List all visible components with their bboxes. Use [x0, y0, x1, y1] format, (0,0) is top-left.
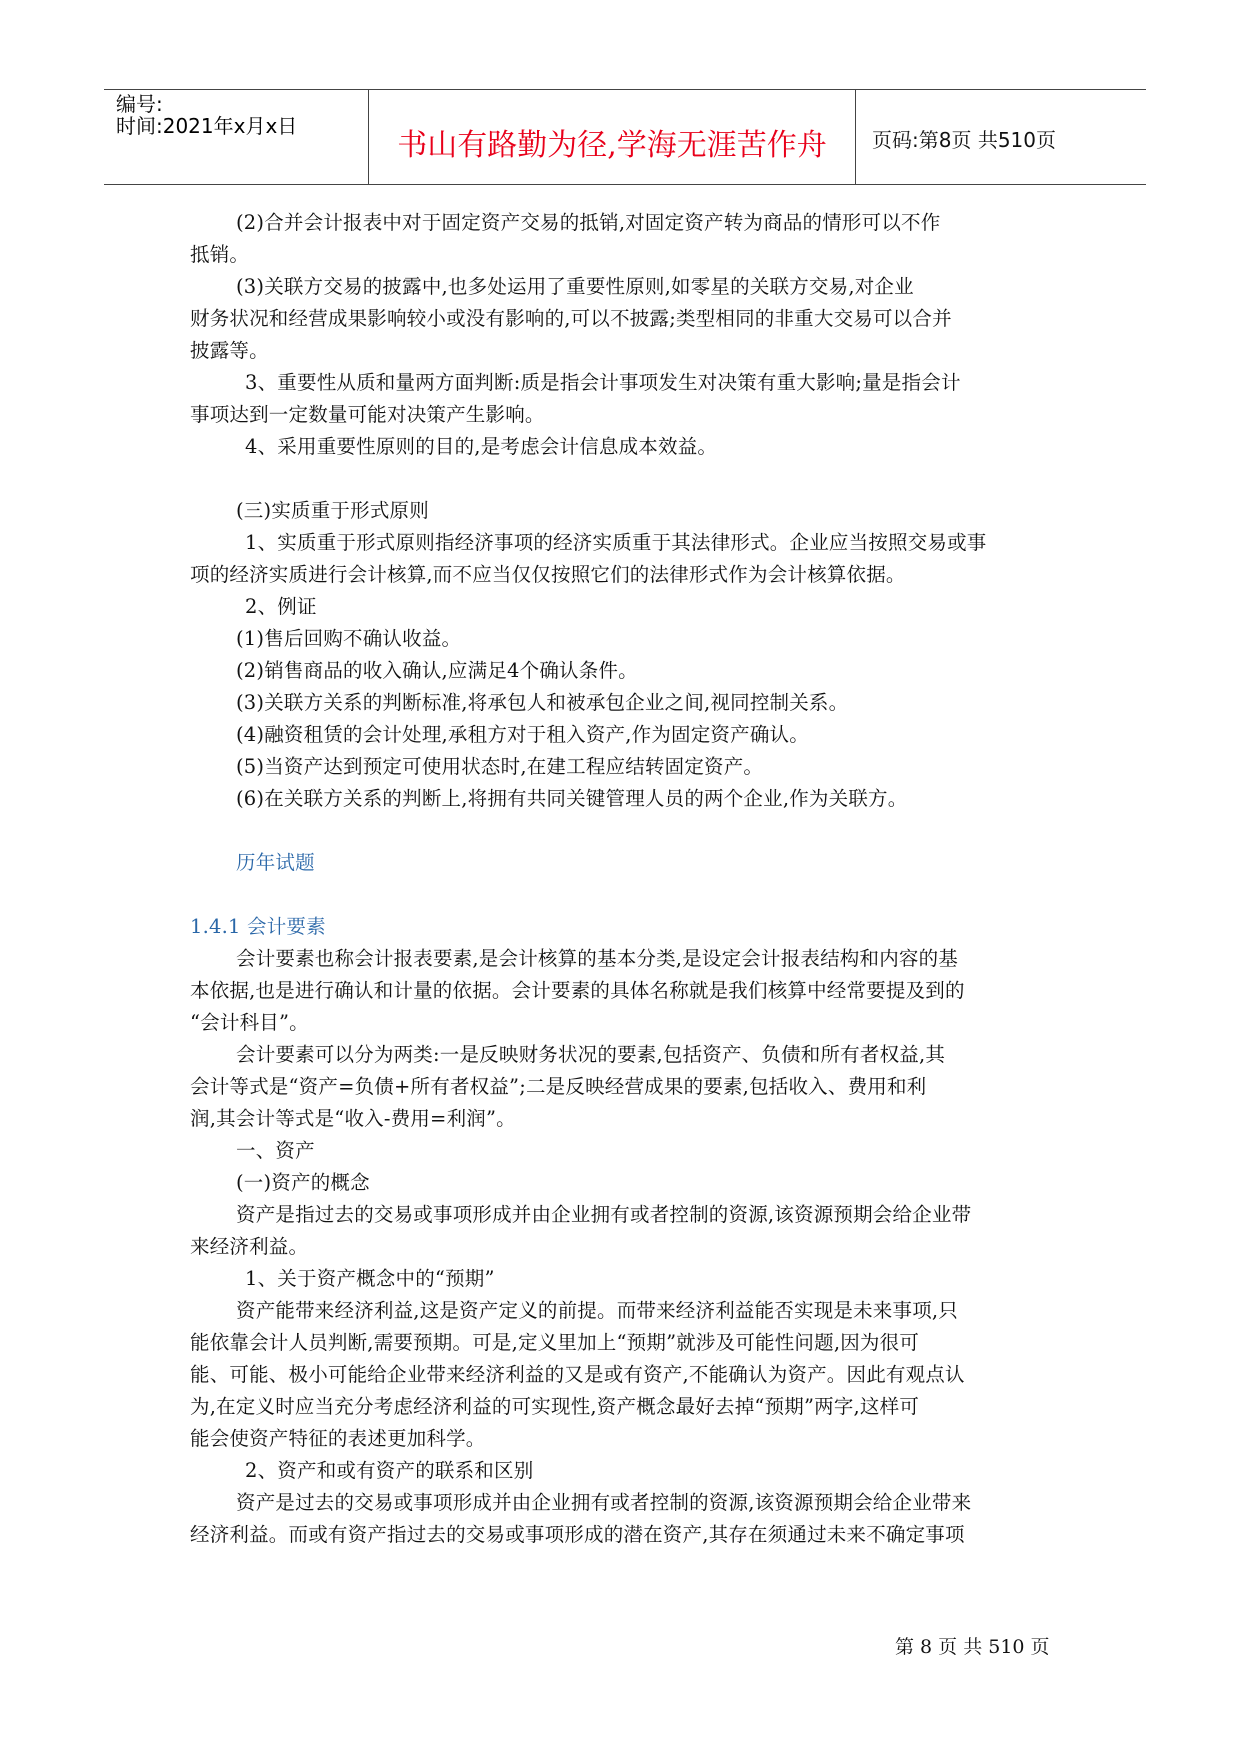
paragraph-line: 资产能带来经济利益,这是资产定义的前提。而带来经济利益能否实现是未来事项,只 [236, 1299, 958, 1322]
header-motto-cell [368, 90, 856, 184]
paragraph-line: 能依靠会计人员判断,需要预期。可是,定义里加上“预期”就涉及可能性问题,因为很可 [190, 1331, 920, 1354]
paragraph-line: 能、可能、极小可能给企业带来经济利益的又是或有资产,不能确认为资产。因此有观点认 [190, 1363, 965, 1386]
past-exams-link[interactable]: 历年试题 [236, 851, 315, 874]
header-info-cell [104, 90, 368, 184]
paragraph-line: 披露等。 [190, 339, 269, 362]
paragraph-line: 事项达到一定数量可能对决策产生影响。 [190, 403, 545, 426]
paragraph-line: 会计要素可以分为两类:一是反映财务状况的要素,包括资产、负债和所有者权益,其 [236, 1043, 946, 1066]
section-heading: 2、资产和或有资产的联系和区别 [245, 1459, 534, 1482]
section-heading: 一、资产 [236, 1139, 315, 1162]
paragraph-line: 来经济利益。 [190, 1235, 309, 1258]
paragraph-line: (2)合并会计报表中对于固定资产交易的抵销,对固定资产转为商品的情形可以不作 [236, 211, 941, 234]
section-heading: (一)资产的概念 [236, 1171, 370, 1194]
page-footer: 第 8 页 共 510 页 [895, 1636, 1050, 1658]
paragraph-line: (3)关联方交易的披露中,也多处运用了重要性原则,如零星的关联方交易,对企业 [236, 275, 914, 298]
paragraph-line: 为,在定义时应当充分考虑经济利益的可实现性,资产概念最好去掉“预期”两字,这样可 [190, 1395, 920, 1418]
paragraph-line: 经济利益。而或有资产指过去的交易或事项形成的潜在资产,其存在须通过未来不确定事项 [190, 1523, 965, 1546]
time-label: 时间:2021年x月x日 [116, 114, 298, 138]
paragraph-line: 会计要素也称会计报表要素,是会计核算的基本分类,是设定会计报表结构和内容的基 [236, 947, 958, 970]
paragraph-line: 4、采用重要性原则的目的,是考虑会计信息成本效益。 [245, 435, 718, 458]
paragraph-line: 润,其会计等式是“收入-费用=利润”。 [190, 1107, 516, 1130]
paragraph-line: 1、实质重于形式原则指经济事项的经济实质重于其法律形式。企业应当按照交易或事 [245, 531, 987, 554]
paragraph-line: 本依据,也是进行确认和计量的依据。会计要素的具体名称就是我们核算中经常要提及到的 [190, 979, 965, 1002]
document-header [104, 89, 1146, 185]
list-item: (6)在关联方关系的判断上,将拥有共同关键管理人员的两个企业,作为关联方。 [236, 787, 908, 810]
paragraph-line: 能会使资产特征的表述更加科学。 [190, 1427, 486, 1450]
section-heading: 1、关于资产概念中的“预期” [245, 1267, 495, 1290]
paragraph-line: 3、重要性从质和量两方面判断:质是指会计事项发生对决策有重大影响;量是指会计 [245, 371, 961, 394]
paragraph-line: 财务状况和经营成果影响较小或没有影响的,可以不披露;类型相同的非重大交易可以合并 [190, 307, 952, 330]
list-item: (2)销售商品的收入确认,应满足4个确认条件。 [236, 659, 638, 682]
list-item: (1)售后回购不确认收益。 [236, 627, 462, 650]
paragraph-line: 资产是过去的交易或事项形成并由企业拥有或者控制的资源,该资源预期会给企业带来 [236, 1491, 972, 1514]
section-heading-1-4-1: 1.4.1 会计要素 [190, 915, 326, 938]
list-item: (4)融资租赁的会计处理,承租方对于租入资产,作为固定资产确认。 [236, 723, 809, 746]
list-item: (3)关联方关系的判断标准,将承包人和被承包企业之间,视同控制关系。 [236, 691, 849, 714]
number-label: 编号: [116, 92, 163, 116]
paragraph-line: 项的经济实质进行会计核算,而不应当仅仅按照它们的法律形式作为会计核算依据。 [190, 563, 906, 586]
list-item: (5)当资产达到预定可使用状态时,在建工程应结转固定资产。 [236, 755, 764, 778]
paragraph-line: “会计科目”。 [190, 1011, 309, 1034]
header-page-cell [856, 90, 1146, 184]
paragraph-line: 资产是指过去的交易或事项形成并由企业拥有或者控制的资源,该资源预期会给企业带 [236, 1203, 972, 1226]
paragraph-line: 抵销。 [190, 243, 250, 266]
document-body [190, 207, 1066, 1551]
section-heading: (三)实质重于形式原则 [236, 499, 429, 522]
paragraph-line: 会计等式是“资产=负债+所有者权益”;二是反映经营成果的要素,包括收入、费用和利 [190, 1075, 927, 1098]
paragraph-line: 2、例证 [245, 595, 317, 618]
motto: 书山有路勤为径,学海无涯苦作舟 [397, 128, 827, 163]
page-code: 页码:第8页 共510页 [872, 128, 1056, 152]
